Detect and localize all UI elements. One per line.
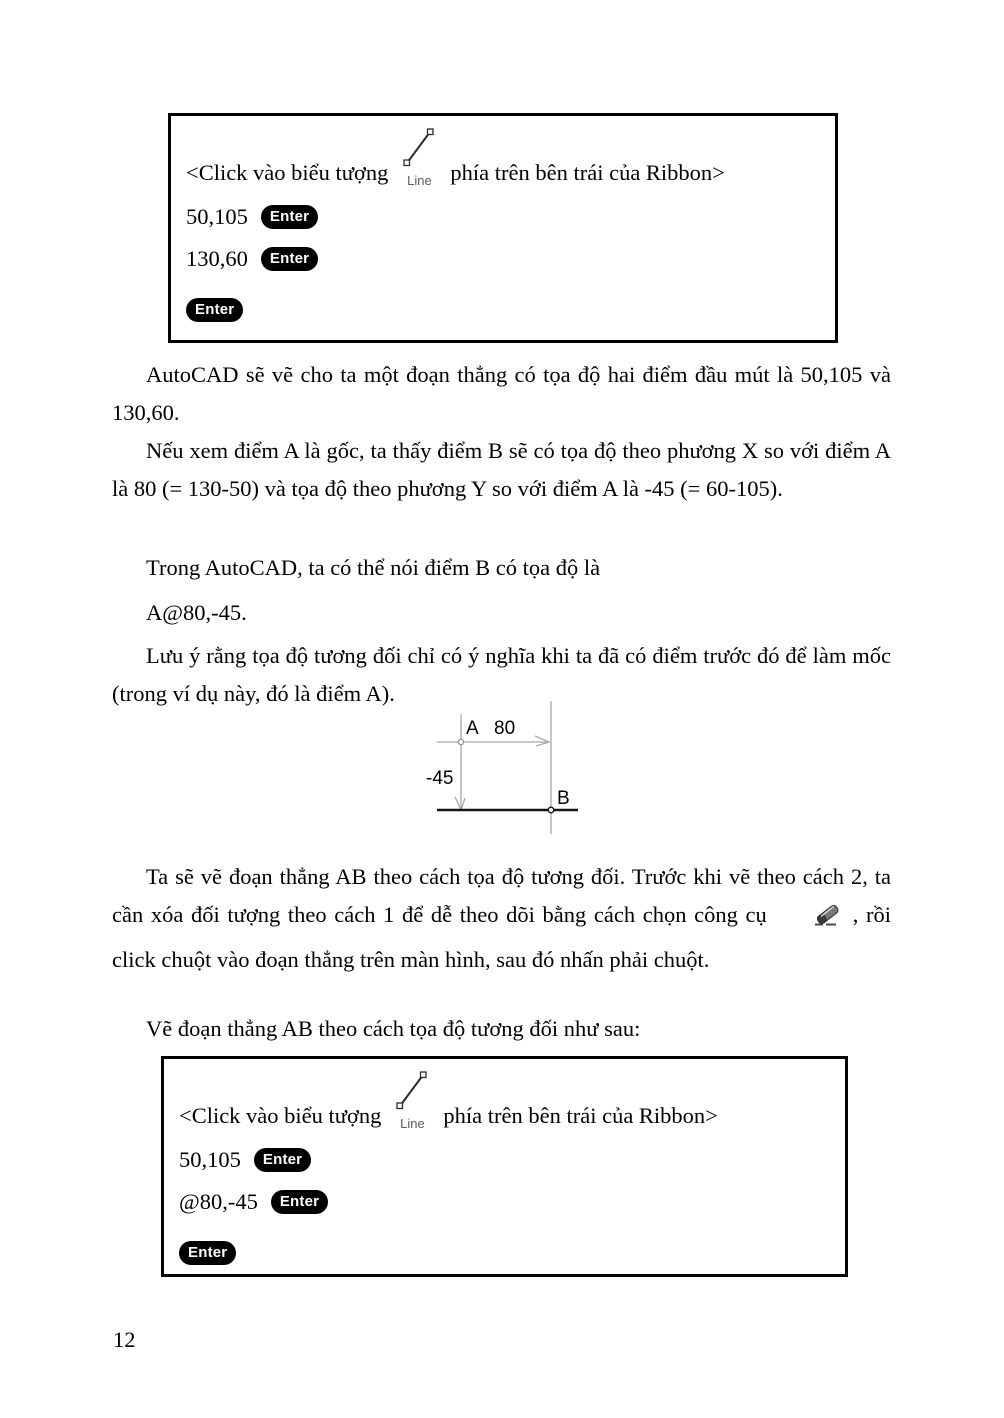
line-tool-label: Line bbox=[407, 173, 432, 188]
command-box-absolute-coords bbox=[168, 113, 838, 343]
line-tool-glyph bbox=[398, 122, 440, 172]
diagram-label-dy: -45 bbox=[426, 768, 454, 789]
line-tool-glyph bbox=[391, 1065, 433, 1115]
instruction-line bbox=[179, 1065, 830, 1131]
instruction-suffix: phía trên bên trái của Ribbon> bbox=[450, 160, 725, 185]
erase-tool-icon bbox=[778, 903, 844, 941]
instruction-line bbox=[186, 122, 820, 188]
diagram-label-b: B bbox=[557, 788, 570, 809]
step-input: 50,105 bbox=[179, 1147, 241, 1172]
command-step bbox=[186, 203, 820, 230]
line-tool-label: Line bbox=[400, 1116, 425, 1131]
paragraph-draw-ab-intro: Vẽ đoạn thẳng AB theo cách tọa độ tương đối như sau: bbox=[146, 1016, 641, 1041]
step-input: @80,-45 bbox=[179, 1189, 258, 1214]
paragraph-relative-coordinate: A@80,-45. bbox=[146, 600, 247, 625]
line-tool-icon bbox=[398, 122, 440, 188]
paragraph-relative-explanation: Nếu xem điểm A là gốc, ta thấy điểm B sẽ có tọa độ theo phương X so với điểm A là 80 (= 130-50) và tọa độ theo phương Y so với điểm A là -45 (= 60-105). bbox=[112, 438, 891, 501]
command-step bbox=[186, 296, 820, 323]
command-step bbox=[179, 1239, 830, 1266]
enter-key-badge: Enter bbox=[271, 1190, 328, 1214]
paragraph-point-b-intro: Trong AutoCAD, ta có thể nói điểm B có tọa độ là bbox=[146, 555, 601, 580]
paragraph-note: Lưu ý rằng tọa độ tương đối chỉ có ý nghĩa khi ta đã có điểm trước đó để làm mốc (trong ví dụ này, đó là điểm A). bbox=[112, 643, 891, 706]
instruction-prefix: <Click vào biểu tượng bbox=[179, 1103, 382, 1128]
step-input: 50,105 bbox=[186, 204, 248, 229]
enter-key-badge: Enter bbox=[186, 298, 243, 322]
line-tool-icon bbox=[391, 1065, 433, 1131]
diagram-label-dx: 80 bbox=[494, 718, 516, 739]
step-input: 130,60 bbox=[186, 246, 248, 271]
enter-key-badge: Enter bbox=[261, 247, 318, 271]
command-step bbox=[186, 245, 820, 272]
paragraph-autocad-result: AutoCAD sẽ vẽ cho ta một đoạn thẳng có tọa độ hai điểm đầu mút là 50,105 và 130,60. bbox=[112, 362, 891, 425]
paragraph-erase-after: , rồi click chuột vào đoạn thẳng trên màn hình, sau đó nhấn phải chuột. bbox=[112, 902, 891, 972]
page-number: 12 bbox=[113, 1327, 136, 1352]
command-box-relative-coords bbox=[161, 1056, 848, 1277]
command-step bbox=[179, 1146, 830, 1173]
diagram-label-a: A bbox=[466, 718, 479, 739]
paragraph-erase-before: Ta sẽ vẽ đoạn thẳng AB theo cách tọa độ tương đối. Trước khi vẽ theo cách 2, ta cần xóa đối tượng theo cách 1 để dễ theo dõi bằng cách chọn công cụ bbox=[112, 864, 891, 927]
paragraph-erase-instruction bbox=[112, 858, 891, 979]
relative-coordinates-diagram bbox=[420, 696, 620, 848]
command-step bbox=[179, 1188, 830, 1215]
enter-key-badge: Enter bbox=[254, 1148, 311, 1172]
instruction-prefix: <Click vào biểu tượng bbox=[186, 160, 389, 185]
enter-key-badge: Enter bbox=[261, 205, 318, 229]
instruction-suffix: phía trên bên trái của Ribbon> bbox=[443, 1103, 718, 1128]
enter-key-badge: Enter bbox=[179, 1241, 236, 1265]
